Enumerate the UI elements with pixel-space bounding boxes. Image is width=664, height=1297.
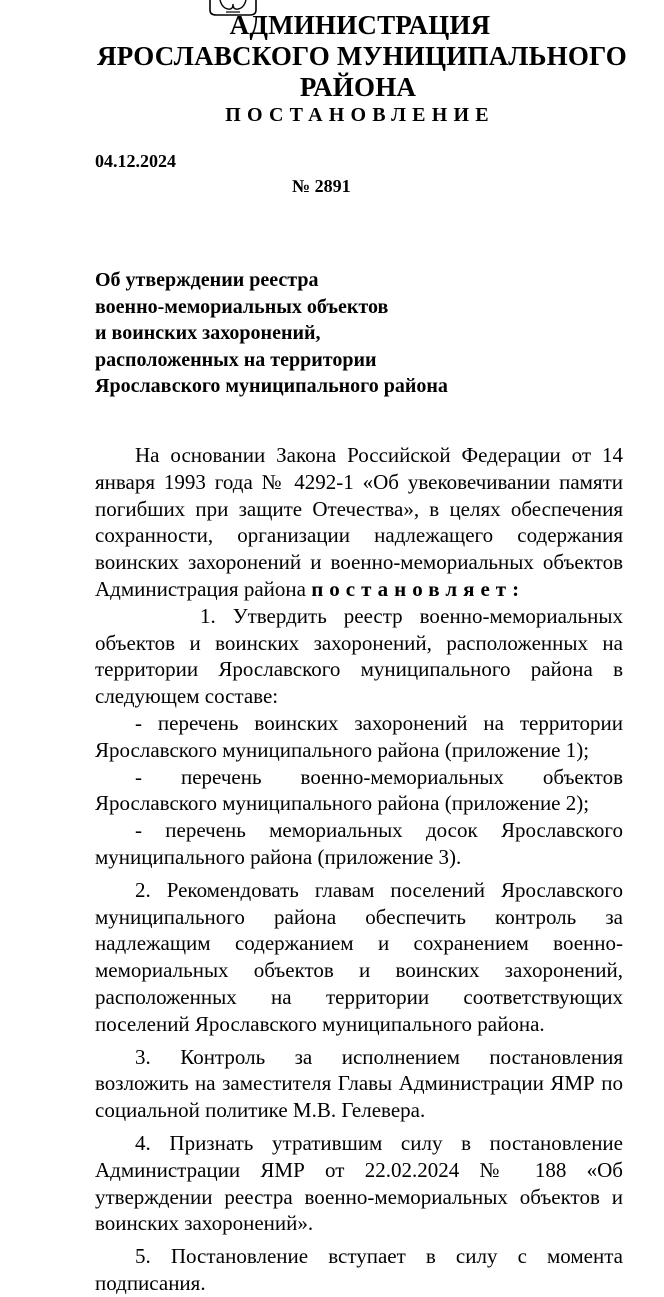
item-1-list-c: - перечень мемориальных досок Ярославского муниципального района (приложение 3). xyxy=(95,818,623,869)
document-type-title: ПОСТАНОВЛЕНИЕ xyxy=(225,104,495,126)
org-name-line3: РАЙОНА xyxy=(299,72,417,102)
subject-line: военно-мемориальных объектов xyxy=(95,295,389,318)
item-2: 2. Рекомендовать главам поселений Ярославского муниципального района обеспечить контроль за надлежащим содержанием и сохранением военно-мемориальных объектов и воинских захоронений, расположенных на территории соответствующих поселений Ярославского муниципального района. xyxy=(95,877,623,1036)
org-name-line2: ЯРОСЛАВСКОГО МУНИЦИПАЛЬНОГО xyxy=(97,41,627,71)
preamble-text: На основании Закона Российской Федерации от 14 января 1993 года № 4292-1 «Об увековечивании памяти погибших при защите Отечества», в целях обеспечения сохранности, организации надлежащего содержания воинских захоронений и военно-мемориальных объектов Администрация района xyxy=(95,443,623,601)
subject-line: и воинских захоронений, xyxy=(95,322,321,344)
item-1-list-a: - перечень воинских захоронений на территории Ярославского муниципального района (приложение 1); xyxy=(95,710,623,762)
item-3: 3. Контроль за исполнением постановления возложить на заместителя Главы Администрации ЯМР по социальной политике М.В. Гелевера. xyxy=(95,1044,623,1123)
org-name-line1: АДМИНИСТРАЦИЯ xyxy=(229,10,491,40)
subject-line: Ярославского муниципального района xyxy=(95,375,448,397)
item-1: 1. Утвердить реестр военно-мемориальных объектов и воинских захоронений, расположенных на территории Ярославского муниципального района в следующем составе: xyxy=(95,603,623,709)
preamble-paragraph xyxy=(95,442,623,603)
item-1-list-b: - перечень военно-мемориальных объектов Ярославского муниципального района (приложение 2); xyxy=(95,764,623,816)
item-5: 5. Постановление вступает в силу с момента подписания. xyxy=(95,1244,623,1295)
document-number: № 2891 xyxy=(292,176,351,196)
document-body xyxy=(95,442,623,1297)
document-date: 04.12.2024 xyxy=(95,151,176,171)
item-4: 4. Признать утратившим силу в постановление Администрации ЯМР от 22.02.2024 № 188 «Об утверждении реестра военно-мемориальных объектов и воинских захоронений». xyxy=(95,1130,623,1236)
subject-line: Об утверждении реестра xyxy=(95,269,319,291)
document-subject xyxy=(95,267,535,400)
resolves-word: постановляет: xyxy=(311,576,526,601)
subject-line: расположенных на территории xyxy=(95,348,377,371)
